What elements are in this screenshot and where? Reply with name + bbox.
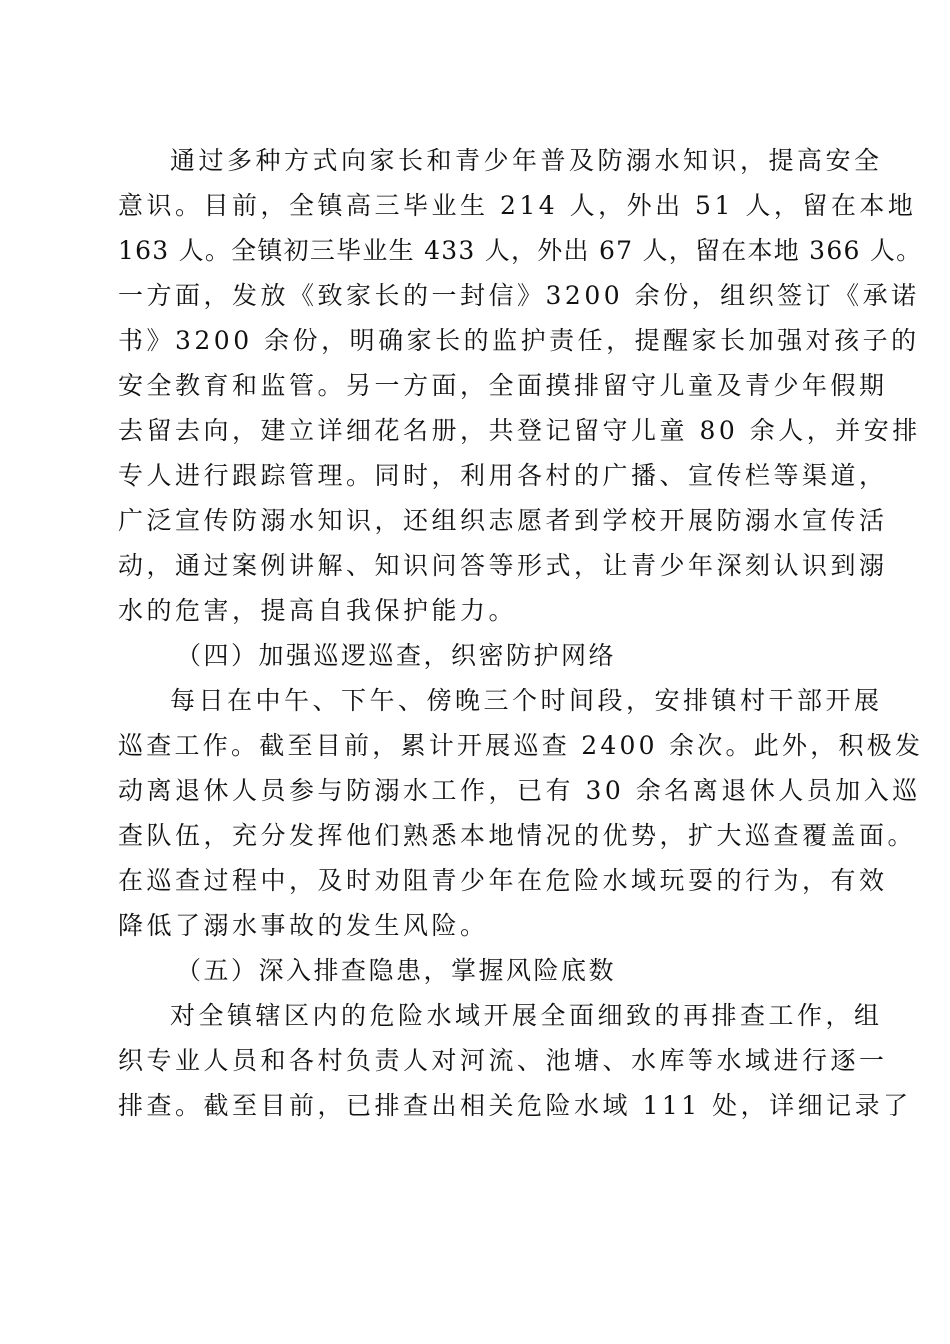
paragraph-line: 对全镇辖区内的危险水域开展全面细致的再排查工作，组 — [170, 1001, 883, 1030]
paragraph-line: 意识。目前，全镇高三毕业生 214 人，外出 51 人，留在本地 — [118, 191, 917, 220]
section-heading-5: （五）深入排查隐患，掌握风险底数 — [176, 956, 617, 985]
paragraph-line: 每日在中午、下午、傍晚三个时间段，安排镇村干部开展 — [170, 686, 883, 715]
paragraph-line: 一方面，发放《致家长的一封信》3200 余份，组织签订《承诺 — [118, 281, 920, 310]
paragraph-line: 水的危害，提高自我保护能力。 — [118, 596, 518, 625]
paragraph-line: 动，通过案例讲解、知识问答等形式，让青少年深刻认识到溺 — [118, 551, 888, 580]
paragraph-line: 广泛宣传防溺水知识，还组织志愿者到学校开展防溺水宣传活 — [118, 506, 888, 535]
paragraph-line: 在巡查过程中，及时劝阻青少年在危险水域玩耍的行为，有效 — [118, 866, 888, 895]
paragraph-line: 动离退休人员参与防溺水工作，已有 30 余名离退休人员加入巡 — [118, 776, 921, 805]
paragraph-line: 书》3200 余份，明确家长的监护责任，提醒家长加强对孩子的 — [118, 326, 920, 355]
paragraph-line: 163 人。全镇初三毕业生 433 人，外出 67 人，留在本地 366 人。 — [118, 236, 923, 265]
paragraph-line: 安全教育和监管。另一方面，全面摸排留守儿童及青少年假期 — [118, 371, 888, 400]
paragraph-line: 通过多种方式向家长和青少年普及防溺水知识，提高安全 — [170, 146, 883, 175]
paragraph-line: 专人进行跟踪管理。同时，利用各村的广播、宣传栏等渠道， — [118, 461, 888, 490]
paragraph-line: 去留去向，建立详细花名册，共登记留守儿童 80 余人，并安排 — [118, 416, 921, 445]
section-heading-4: （四）加强巡逻巡查，织密防护网络 — [176, 641, 617, 670]
paragraph-line: 巡查工作。截至目前，累计开展巡查 2400 余次。此外，积极发 — [118, 731, 924, 760]
paragraph-line: 查队伍，充分发挥他们熟悉本地情况的优势，扩大巡查覆盖面。 — [118, 821, 917, 850]
paragraph-line: 排查。截至目前，已排查出相关危险水域 111 处，详细记录了 — [118, 1091, 912, 1120]
paragraph-line: 降低了溺水事故的发生风险。 — [118, 911, 489, 940]
paragraph-line: 织专业人员和各村负责人对河流、池塘、水库等水域进行逐一 — [118, 1046, 888, 1075]
